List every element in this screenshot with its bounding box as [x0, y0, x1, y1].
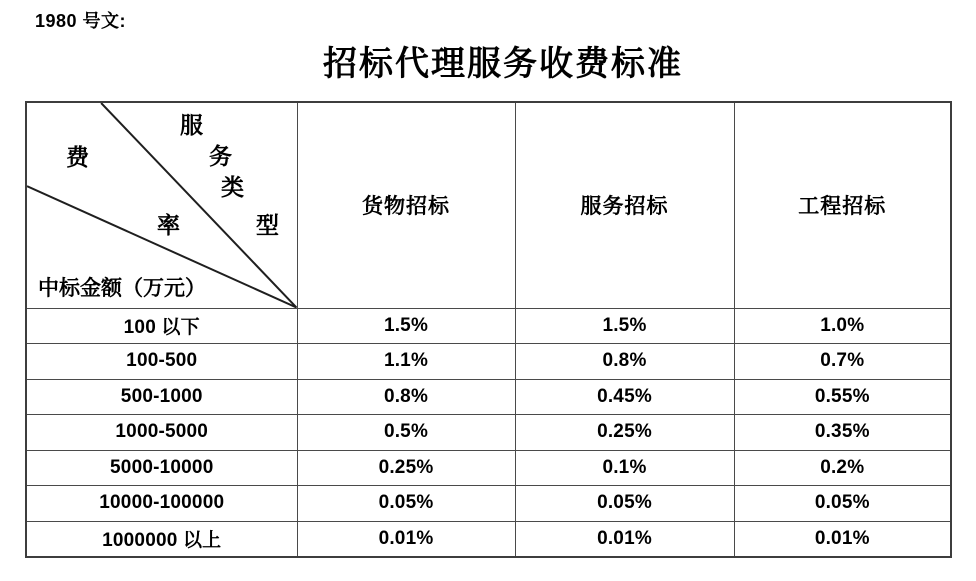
cell-range: 1000-5000 [26, 415, 297, 451]
table-row [26, 379, 951, 415]
corner-char-service-3: 类 [221, 175, 244, 200]
column-header-goods: 货物招标 [297, 102, 515, 308]
cell-works-rate: 0.01% [734, 521, 951, 557]
cell-goods-rate: 0.8% [297, 379, 515, 415]
column-header-services: 服务招标 [515, 102, 734, 308]
corner-amount-label: 中标金额（万元） [38, 276, 206, 301]
cell-goods-rate: 1.5% [297, 308, 515, 344]
doc-number-label: 1980 号文: [35, 11, 127, 31]
header-row [26, 102, 951, 308]
cell-services-rate: 0.05% [515, 486, 734, 522]
corner-char-service-1: 服 [180, 113, 203, 138]
cell-range: 100 以下 [26, 308, 297, 344]
cell-works-rate: 1.0% [734, 308, 951, 344]
cell-services-rate: 0.01% [515, 521, 734, 557]
corner-header-cell [26, 102, 297, 308]
cell-services-rate: 0.8% [515, 344, 734, 380]
cell-range: 100-500 [26, 344, 297, 380]
cell-goods-rate: 0.25% [297, 450, 515, 486]
cell-works-rate: 0.55% [734, 379, 951, 415]
cell-goods-rate: 0.05% [297, 486, 515, 522]
cell-works-rate: 0.05% [734, 486, 951, 522]
fee-table [25, 101, 952, 558]
page-title: 招标代理服务收费标准 [323, 46, 683, 83]
cell-range: 500-1000 [26, 379, 297, 415]
cell-range: 1000000 以上 [26, 521, 297, 557]
cell-services-rate: 0.1% [515, 450, 734, 486]
table-row [26, 415, 951, 451]
corner-char-fee-2: 率 [157, 213, 180, 238]
cell-services-rate: 1.5% [515, 308, 734, 344]
cell-goods-rate: 1.1% [297, 344, 515, 380]
cell-range: 5000-10000 [26, 450, 297, 486]
corner-char-service-2: 务 [209, 144, 232, 169]
corner-char-service-4: 型 [256, 213, 279, 238]
cell-services-rate: 0.45% [515, 379, 734, 415]
table-row [26, 344, 951, 380]
cell-works-rate: 0.7% [734, 344, 951, 380]
table-row [26, 308, 951, 344]
cell-services-rate: 0.25% [515, 415, 734, 451]
table-row [26, 450, 951, 486]
cell-works-rate: 0.35% [734, 415, 951, 451]
cell-range: 10000-100000 [26, 486, 297, 522]
cell-goods-rate: 0.01% [297, 521, 515, 557]
table-row [26, 486, 951, 522]
corner-char-fee-1: 费 [66, 145, 89, 170]
cell-goods-rate: 0.5% [297, 415, 515, 451]
cell-works-rate: 0.2% [734, 450, 951, 486]
column-header-works: 工程招标 [734, 102, 951, 308]
table-row [26, 521, 951, 557]
